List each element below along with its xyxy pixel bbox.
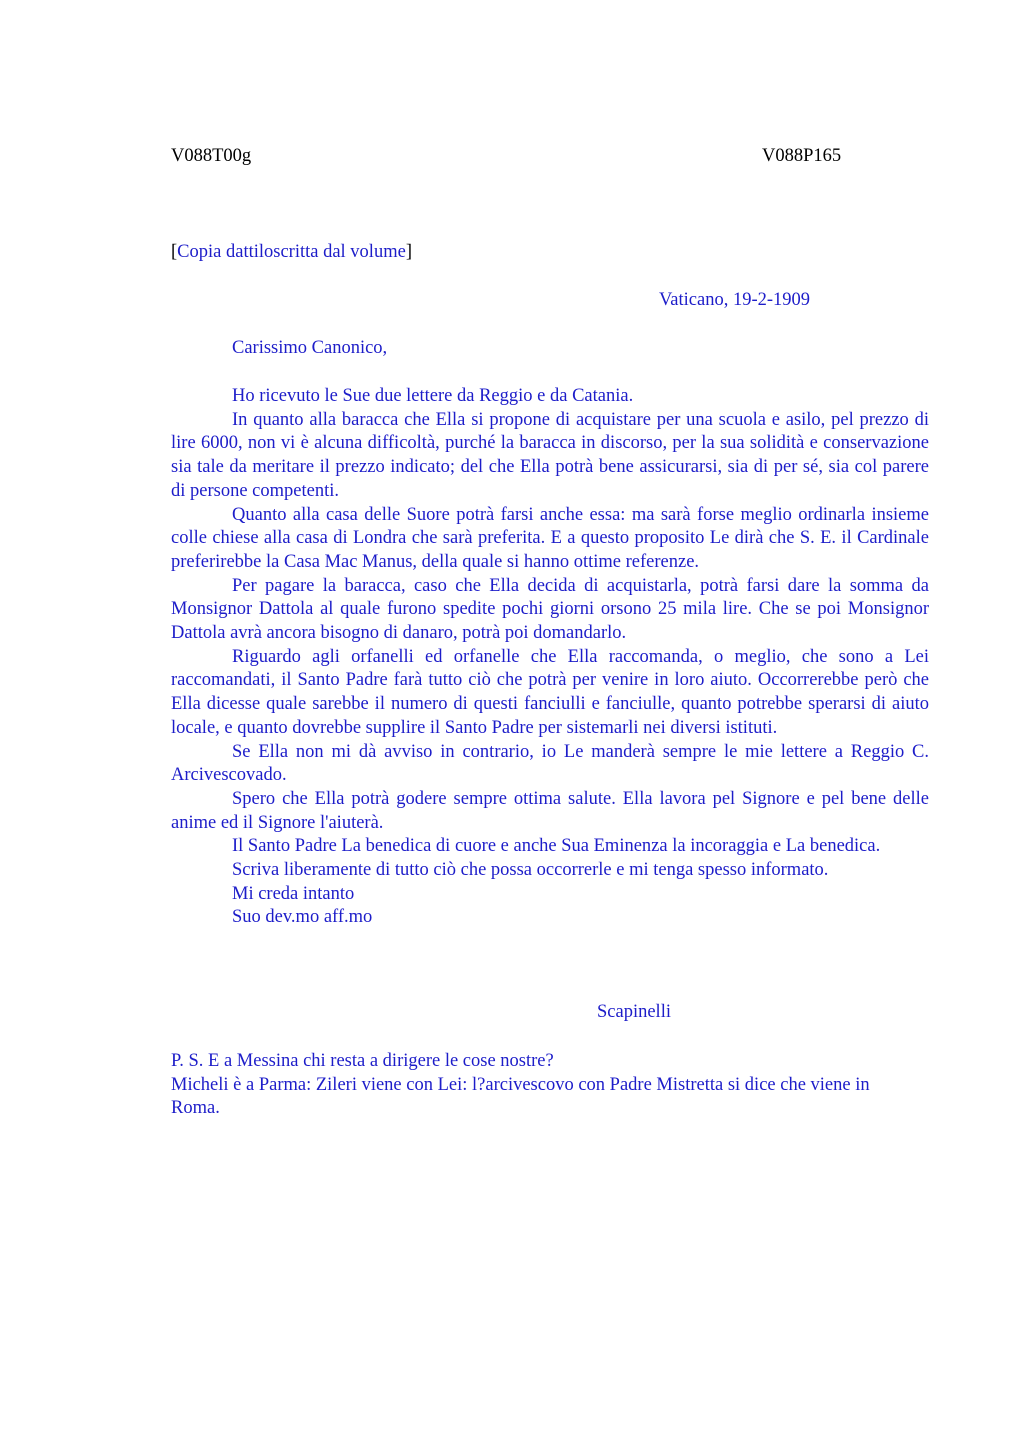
letter-signature: Scapinelli <box>597 1002 671 1022</box>
note-open-bracket: [ <box>171 242 178 262</box>
letter-closing: Mi creda intanto <box>232 883 355 904</box>
letter-paragraph: Spero che Ella potrà godere sempre ottima salute. Ella lavora pel Signore e pel bene delle anime ed il Signore l'aiuterà. <box>171 788 929 833</box>
postscript <box>171 1050 911 1121</box>
postscript-line: Micheli è a Parma: Zileri viene con Lei: l?arcivescovo con Padre Mistretta si dice che viene in Roma. <box>171 1074 870 1119</box>
document-code-left: V088T00g <box>171 146 252 166</box>
postscript-line: P. S. E a Messina chi resta a dirigere le cose nostre? <box>171 1051 554 1071</box>
letter-paragraph: Quanto alla casa delle Suore potrà farsi anche essa: ma sarà forse meglio ordinarla insieme colle chiese alla casa di Londra che sarà preferita. E a questo proposito Le dirà che S. E. il Cardinale preferirebbe la Casa Mac Manus, della quale si hanno ottime referenze. <box>171 504 929 572</box>
document-code-right: V088P165 <box>762 146 842 166</box>
letter-paragraph: Per pagare la baracca, caso che Ella decida di acquistarla, potrà farsi dare la somma da Monsignor Dattola al quale furono spedite pochi giorni orsono 25 mila lire. Che se poi Monsignor Dattola avrà ancora bisogno di danaro, potrà poi domandarlo. <box>171 575 929 644</box>
transcription-note <box>171 242 412 263</box>
letter-paragraph: In quanto alla baracca che Ella si propone di acquistare per una scuola e asilo, pel prezzo di lire 6000, non vi è alcuna difficoltà, purché la baracca in discorso, per la sua solidità e conservazione sia tale da meritare il prezzo indicato; del che Ella potrà bene assicurarsi, sia di per sé, sia col parere di persone competenti. <box>171 409 929 501</box>
letter-closing: Suo dev.mo aff.mo <box>232 907 373 928</box>
letter-paragraph: Se Ella non mi dà avviso in contrario, io Le manderà sempre le mie lettere a Reggio C. Arcivescovado. <box>171 741 929 786</box>
letter-date: Vaticano, 19-2-1909 <box>659 290 811 310</box>
letter-body <box>171 385 929 930</box>
letter-paragraph: Scriva liberamente di tutto ciò che possa occorrerle e mi tenga spesso informato. <box>232 860 829 881</box>
letter-salutation: Carissimo Canonico, <box>232 338 388 358</box>
letter-paragraph: Il Santo Padre La benedica di cuore e anche Sua Eminenza la incoraggia e La benedica. <box>232 836 881 857</box>
letter-paragraph: Riguardo agli orfanelli ed orfanelle che Ella raccomanda, o meglio, che sono a Lei raccomandati, il Santo Padre farà tutto ciò che potrà per venire in loro aiuto. Occorrerebbe però che Ella dicesse quale sarebbe il numero di questi fanciulli e fanciulle, quanto potrebbe sperarsi di aiuto locale, e quanto dovrebbe supplire il Santo Padre per sistemarli nei diversi istituti. <box>171 646 929 738</box>
note-text: Copia dattiloscritta dal volume <box>177 242 406 262</box>
letter-paragraph: Ho ricevuto le Sue due lettere da Reggio e da Catania. <box>232 386 634 406</box>
note-close-bracket: ] <box>405 242 412 262</box>
